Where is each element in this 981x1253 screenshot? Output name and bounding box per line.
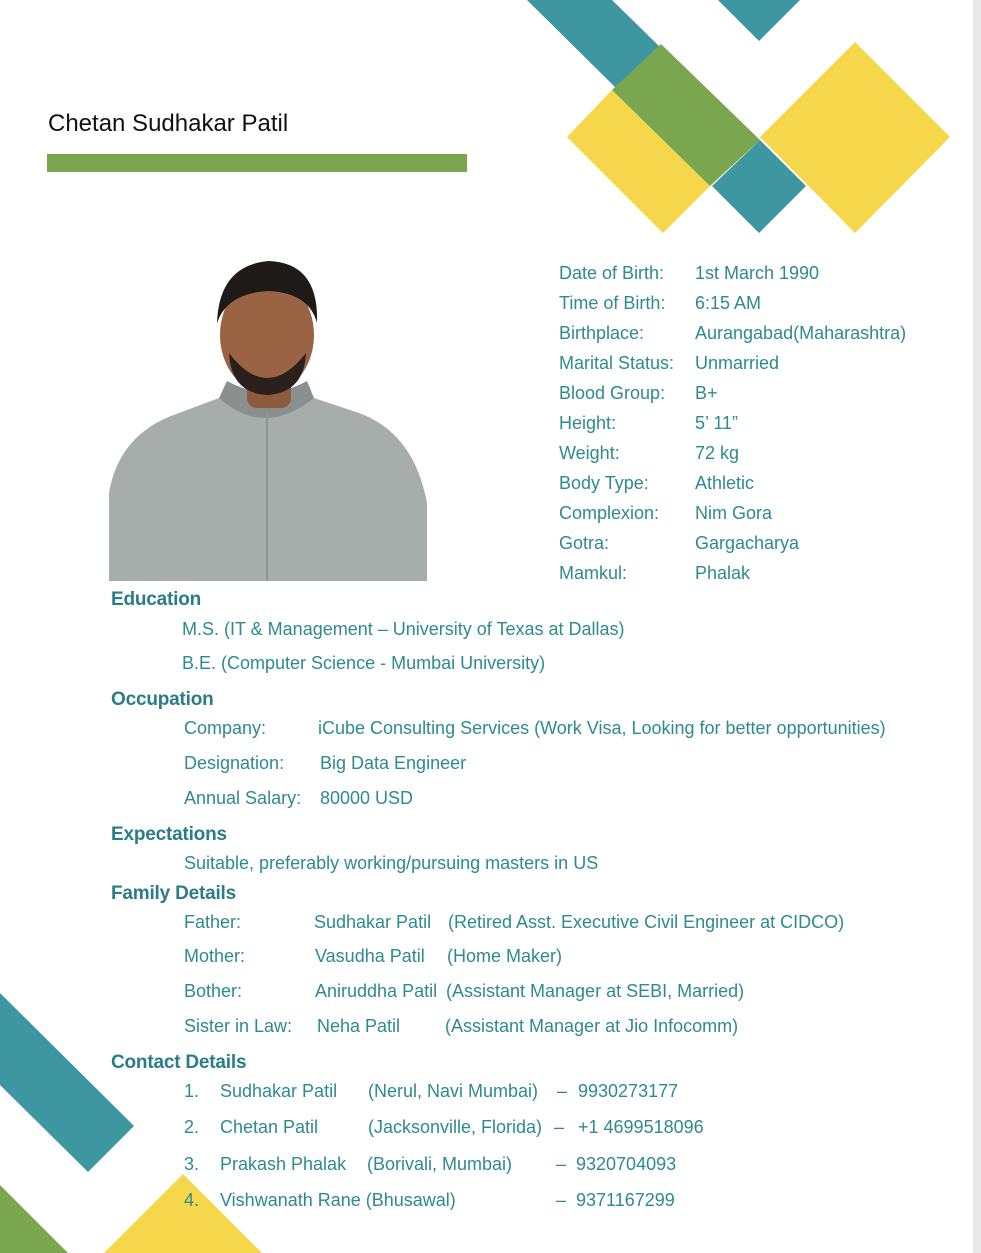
info-row — [559, 438, 906, 468]
family-row — [184, 912, 844, 933]
occupation-heading: Occupation — [111, 689, 214, 710]
teal-triangle-top — [718, 0, 800, 41]
contact-phone: 9320704093 — [576, 1154, 677, 1174]
contact-number: 3. — [184, 1154, 200, 1174]
info-row — [559, 468, 906, 498]
title-underline-bar — [47, 154, 467, 172]
contact-name: Prakash Phalak — [220, 1154, 347, 1174]
family-name: Sudhakar Patil — [314, 912, 432, 932]
info-label: Gotra: — [559, 532, 610, 553]
contact-place: (Jacksonville, Florida) — [368, 1117, 543, 1137]
family-name: Aniruddha Patil — [315, 981, 438, 1001]
contact-number: 2. — [184, 1117, 200, 1137]
info-label: Blood Group: — [559, 382, 666, 403]
info-label: Date of Birth: — [559, 262, 665, 283]
info-label: Weight: — [559, 442, 620, 463]
family-label: Bother: — [184, 981, 243, 1001]
info-label: Mamkul: — [559, 562, 628, 583]
contact-dash: – — [554, 1117, 565, 1137]
family-detail: (Assistant Manager at SEBI, Married) — [446, 981, 745, 1001]
contact-dash: – — [556, 1154, 567, 1174]
contact-place: (Borivali, Mumbai) — [367, 1154, 513, 1174]
contact-name: Sudhakar Patil — [220, 1081, 338, 1101]
family-heading: Family Details — [111, 883, 236, 904]
contact-phone: 9371167299 — [576, 1190, 675, 1210]
info-value: B+ — [695, 382, 718, 403]
info-value: Athletic — [695, 472, 755, 493]
contact-dash: – — [556, 1190, 567, 1210]
info-row — [559, 318, 906, 348]
contact-row — [0, 1081, 900, 1105]
info-value: 6:15 AM — [695, 292, 762, 313]
family-name: Neha Patil — [317, 1016, 401, 1036]
occupation-label: Designation: — [184, 753, 285, 773]
personal-info — [559, 258, 906, 588]
contact-phone: +1 4699518096 — [578, 1117, 704, 1137]
contacts-heading: Contact Details — [111, 1052, 247, 1073]
contact-row — [0, 1154, 900, 1178]
family-label: Mother: — [184, 946, 246, 966]
yellow-diamond-right — [760, 42, 950, 233]
info-value: Nim Gora — [695, 502, 773, 523]
occupation-row — [184, 753, 466, 774]
occupation-row — [184, 788, 413, 809]
occupation-value: Big Data Engineer — [320, 753, 467, 773]
info-value: Unmarried — [695, 352, 780, 373]
contact-dash: – — [557, 1081, 568, 1101]
info-label: Body Type: — [559, 472, 649, 493]
info-value: 72 kg — [695, 442, 740, 463]
contact-row — [0, 1190, 900, 1214]
occupation-label: Company: — [184, 718, 267, 738]
info-row — [559, 558, 906, 588]
education-item: B.E. (Computer Science - Mumbai University) — [182, 653, 546, 673]
contact-row — [0, 1117, 900, 1141]
contact-number: 4. — [184, 1190, 200, 1210]
info-row — [559, 378, 906, 408]
occupation-label: Annual Salary: — [184, 788, 302, 808]
contact-place: (Nerul, Navi Mumbai) — [368, 1081, 539, 1101]
occupation-row — [184, 718, 886, 739]
expectations-text: Suitable, preferably working/pursuing masters in US — [184, 853, 599, 873]
info-value: Phalak — [695, 562, 751, 583]
contact-name: Chetan Patil — [220, 1117, 319, 1137]
contact-phone: 9930273177 — [578, 1081, 679, 1101]
info-label: Complexion: — [559, 502, 660, 523]
profile-photo — [109, 253, 427, 581]
page-title: Chetan Sudhakar Patil — [48, 110, 289, 137]
family-row — [184, 946, 562, 967]
family-name: Vasudha Patil — [315, 946, 425, 966]
family-detail: (Assistant Manager at Jio Infocomm) — [445, 1016, 739, 1036]
family-label: Sister in Law: — [184, 1016, 293, 1036]
contact-name: Vishwanath Rane (Bhusawal) — [220, 1190, 456, 1210]
family-row — [184, 1016, 738, 1037]
info-value: Gargacharya — [695, 532, 800, 553]
info-label: Marital Status: — [559, 352, 675, 373]
contact-number: 1. — [184, 1081, 200, 1101]
family-label: Father: — [184, 912, 242, 932]
scrollbar[interactable] — [973, 0, 981, 1253]
info-label: Height: — [559, 412, 617, 433]
family-detail: (Home Maker) — [447, 946, 563, 966]
occupation-value: 80000 USD — [320, 788, 414, 808]
info-label: Time of Birth: — [559, 292, 666, 313]
info-value: Aurangabad(Maharashtra) — [695, 322, 907, 343]
info-row — [559, 408, 906, 438]
info-row — [559, 528, 906, 558]
info-label: Birthplace: — [559, 322, 645, 343]
info-value: 1st March 1990 — [695, 262, 820, 283]
occupation-value: iCube Consulting Services (Work Visa, Looking for better opportunities) — [318, 718, 886, 738]
info-row — [559, 498, 906, 528]
info-value: 5’ 11” — [695, 412, 739, 433]
family-row — [184, 981, 744, 1002]
expectations-heading: Expectations — [111, 824, 227, 845]
info-row — [559, 258, 906, 288]
info-row — [559, 348, 906, 378]
family-detail: (Retired Asst. Executive Civil Engineer at CIDCO) — [448, 912, 845, 932]
education-item: M.S. (IT & Management – University of Texas at Dallas) — [182, 619, 625, 639]
info-row — [559, 288, 906, 318]
education-heading: Education — [111, 589, 202, 610]
